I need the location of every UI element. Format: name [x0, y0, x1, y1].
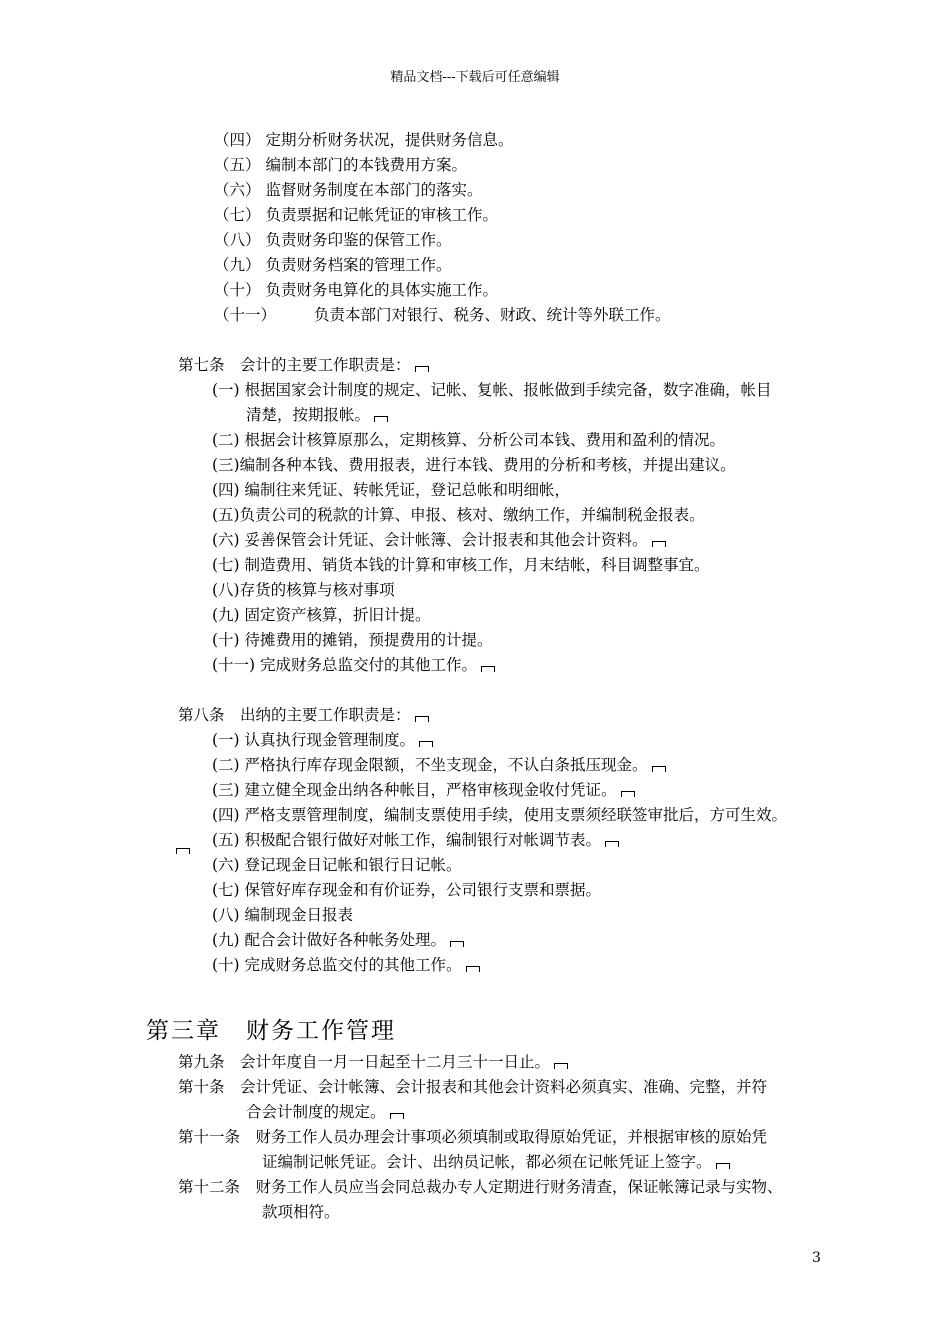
list-item: (一) 认真执行现金管理制度。 [212, 730, 433, 750]
list-item: (七) 制造费用、销货本钱的计算和审核工作，月末结帐，科目调整事宜。 [212, 556, 710, 574]
paragraph-mark-icon [716, 1163, 730, 1169]
list-item: (八) 编制现金日报表 [212, 906, 354, 924]
list-item: （九） 负责财务档案的管理工作。 [214, 256, 452, 274]
list-item: (四) 严格支票管理制度，编制支票使用手续，使用支票须经联签审批后，方可生效。 [212, 806, 788, 824]
list-item: （十） 负责财务电算化的具体实施工作。 [214, 281, 498, 299]
list-item: (三)编制各种本钱、费用报表，进行本钱、费用的分析和考核，并提出建议。 [212, 456, 736, 474]
list-item: (八)存货的核算与核对事项 [212, 581, 395, 599]
paragraph-mark-icon [621, 791, 635, 797]
list-item: （八） 负责财务印鉴的保管工作。 [214, 231, 452, 249]
list-item: （七） 负责票据和记帐凭证的审核工作。 [214, 206, 498, 224]
article-line: 证编制记帐凭证。会计、出纳员记帐，都必须在记帐凭证上签字。 [262, 1152, 730, 1172]
article-line: 第十二条 财务工作人员应当会同总裁办专人定期进行财务清查，保证帐簿记录与实物、 [178, 1178, 783, 1196]
paragraph-mark-icon [415, 716, 429, 722]
list-item: (二) 严格执行库存现金限额，不坐支现金，不认白条抵压现金。 [212, 755, 666, 775]
list-item: (一) 根据国家会计制度的规定、记帐、复帐、报帐做到手续完备，数字准确，帐目 [212, 381, 772, 399]
article-line: 第九条 会计年度自一月一日起至十二月三十一日止。 [178, 1052, 568, 1072]
list-item: (五) 积极配合银行做好对帐工作，编制银行对帐调节表。 [212, 830, 619, 850]
list-item: (六) 登记现金日记帐和银行日记帐。 [212, 856, 462, 874]
list-item: （四） 定期分析财务状况，提供财务信息。 [214, 131, 514, 149]
article-line: 合会计制度的规定。 [246, 1102, 404, 1122]
paragraph-mark-icon [450, 941, 464, 947]
list-item: （五） 编制本部门的本钱费用方案。 [214, 156, 467, 174]
list-item: (九) 固定资产核算，折旧计提。 [212, 606, 431, 624]
article-title: 第七条 会计的主要工作职责是： [178, 355, 429, 375]
paragraph-mark-icon [419, 741, 433, 747]
paragraph-mark-icon [554, 1063, 568, 1069]
list-item: (十一) 完成财务总监交付的其他工作。 [212, 655, 495, 675]
paragraph-mark-icon [652, 766, 666, 772]
chapter-title: 第三章 财务工作管理 [146, 1018, 396, 1044]
page-header: 精品文档---下载后可任意编辑 [390, 70, 560, 85]
page-number: 3 [812, 1250, 821, 1266]
list-item: 清楚，按期报帐。 [246, 405, 388, 425]
paragraph-mark-icon [390, 1113, 404, 1119]
list-item: (六) 妥善保管会计凭证、会计帐簿、会计报表和其他会计资料。 [212, 530, 666, 550]
article-line: 第十条 会计凭证、会计帐簿、会计报表和其他会计资料必须真实、准确、完整，并符 [178, 1078, 768, 1096]
list-item: （六） 监督财务制度在本部门的落实。 [214, 181, 483, 199]
paragraph-mark-icon [176, 837, 190, 856]
paragraph-mark-icon [652, 541, 666, 547]
list-item: (十) 待摊费用的摊销，预提费用的计提。 [212, 631, 493, 649]
paragraph-mark-icon [415, 366, 429, 372]
article-line: 第十一条 财务工作人员办理会计事项必须填制或取得原始凭证，并根据审核的原始凭 [178, 1128, 768, 1146]
list-item: (五)负责公司的税款的计算、申报、核对、缴纳工作，并编制税金报表。 [212, 506, 705, 524]
list-item: (七) 保管好库存现金和有价证券，公司银行支票和票据。 [212, 881, 602, 899]
paragraph-mark-icon [605, 841, 619, 847]
article-line: 款项相符。 [262, 1203, 340, 1221]
list-item: (四) 编制往来凭证、转帐凭证，登记总帐和明细帐， [212, 481, 571, 499]
list-item: （十一） 负责本部门对银行、税务、财政、统计等外联工作。 [214, 306, 671, 324]
list-item: (九) 配合会计做好各种帐务处理。 [212, 930, 464, 950]
list-item: (十) 完成财务总监交付的其他工作。 [212, 955, 480, 975]
paragraph-mark-icon [466, 966, 480, 972]
list-item: (三) 建立健全现金出纳各种帐目，严格审核现金收付凭证。 [212, 780, 635, 800]
list-item: (二) 根据会计核算原那么，定期核算、分析公司本钱、费用和盈利的情况。 [212, 431, 726, 449]
paragraph-mark-icon [481, 666, 495, 672]
paragraph-mark-icon [374, 416, 388, 422]
article-title: 第八条 出纳的主要工作职责是： [178, 705, 429, 725]
